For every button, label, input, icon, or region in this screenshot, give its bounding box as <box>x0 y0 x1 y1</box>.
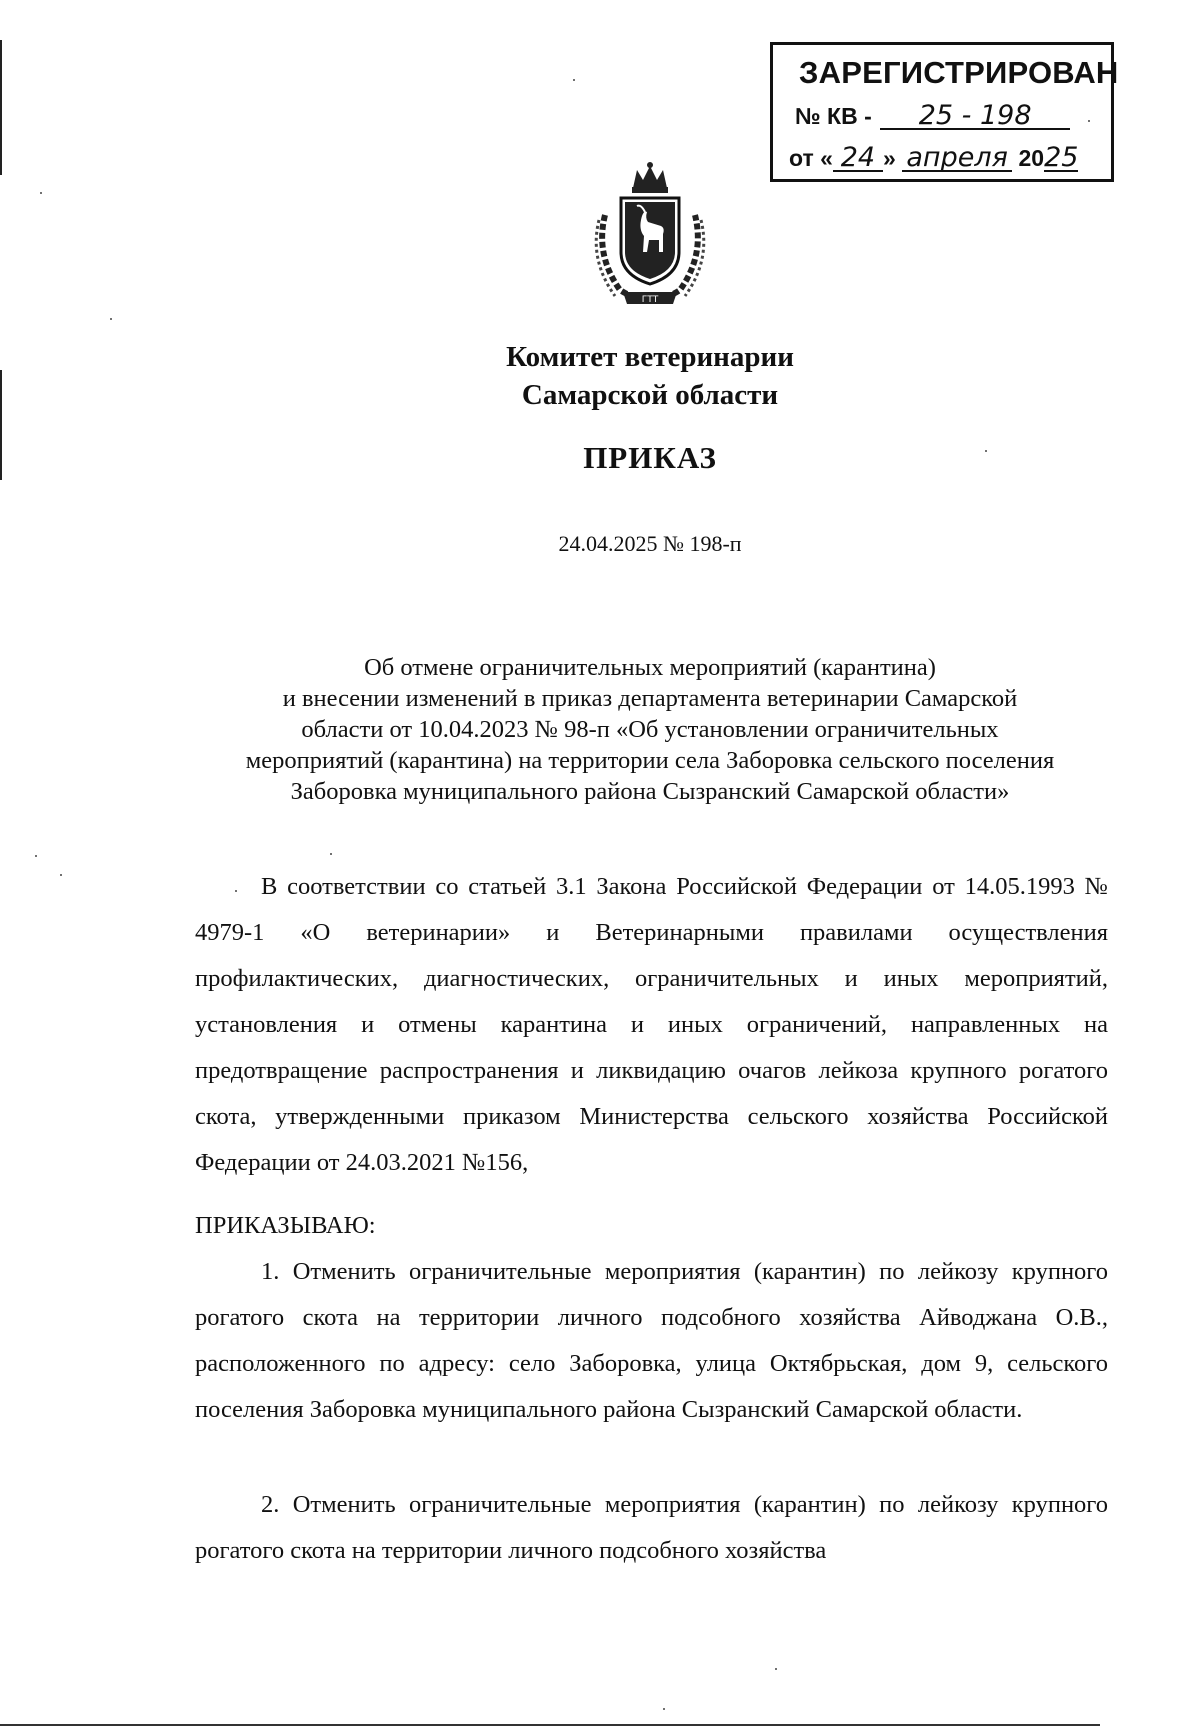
subject-line: мероприятий (карантина) на территории села Заборовка сельского поселения <box>245 747 1055 774</box>
order-word: ПРИКАЗЫВАЮ: <box>195 1212 376 1239</box>
scan-edge-line <box>0 40 2 175</box>
authority-line-2: Самарской области <box>521 379 779 411</box>
issuing-authority <box>100 338 1200 414</box>
stamp-day-close: » <box>882 145 896 171</box>
stamp-day-handwritten: 24 <box>833 146 883 172</box>
stamp-title: ЗАРЕГИСТРИРОВАН <box>799 55 1119 90</box>
subject-line: и внесении изменений в приказ департамента ветеринарии Самарской <box>282 685 1018 712</box>
document-date-number: 24.04.2025 № 198-п <box>558 531 742 556</box>
order-item-2: 2. Отменить ограничительные мероприятия (карантин) по лейкозу крупного рогатого скота на территории личного подсобного хозяйства <box>195 1491 1108 1564</box>
registration-stamp <box>770 42 1119 182</box>
svg-text:ГТТ: ГТТ <box>641 295 659 305</box>
order-item-1: 1. Отменить ограничительные мероприятия (карантин) по лейкозу крупного рогатого скота на территории личного подсобного хозяйства Айводжана О.В., расположенного по адресу: село Заборовка, улица Октябрьская, дом 9, сельского поселения Заборовка муниципального района Сызранский Самарской области. <box>195 1258 1108 1423</box>
document-subject <box>100 652 1200 807</box>
stamp-year-handwritten: 25 <box>1044 142 1079 173</box>
subject-line: Об отмене ограничительных мероприятий (карантина) <box>364 654 936 681</box>
stamp-number-prefix: № КВ - <box>795 103 872 129</box>
stamp-month-handwritten: апреля <box>902 146 1012 172</box>
stamp-date-line <box>789 142 1079 173</box>
stamp-year-prefix: 20 <box>1018 145 1045 171</box>
document-type: ПРИКАЗ <box>583 440 717 475</box>
subject-line: Заборовка муниципального района Сызранский Самарской области» <box>290 778 1010 805</box>
authority-line-1: Комитет ветеринарии <box>506 341 794 373</box>
preamble-paragraph: В соответствии со статьей 3.1 Закона Российской Федерации от 14.05.1993 № 4979-1 «О ветеринарии» и Ветеринарными правилами осуществления профилактических, диагностических, ограничительных и иных мероприятий, установления и отмены карантина и иных ограничений, направленных на предотвращение распространения и ликвидацию очагов лейкоза крупного рогатого скота, утвержденными приказом Министерства сельского хозяйства Российской Федерации от 24.03.2021 №156, <box>195 873 1108 1176</box>
stamp-number-handwritten: 25 - 198 <box>880 104 1070 130</box>
stamp-date-prefix: от « <box>789 145 833 171</box>
scan-bottom-line <box>0 1724 1100 1726</box>
stamp-number-line <box>795 100 1070 131</box>
coat-of-arms-samara-icon <box>585 160 715 310</box>
scan-edge-line <box>0 370 2 480</box>
subject-line: области от 10.04.2023 № 98-п «Об установлении ограничительных <box>301 716 999 743</box>
